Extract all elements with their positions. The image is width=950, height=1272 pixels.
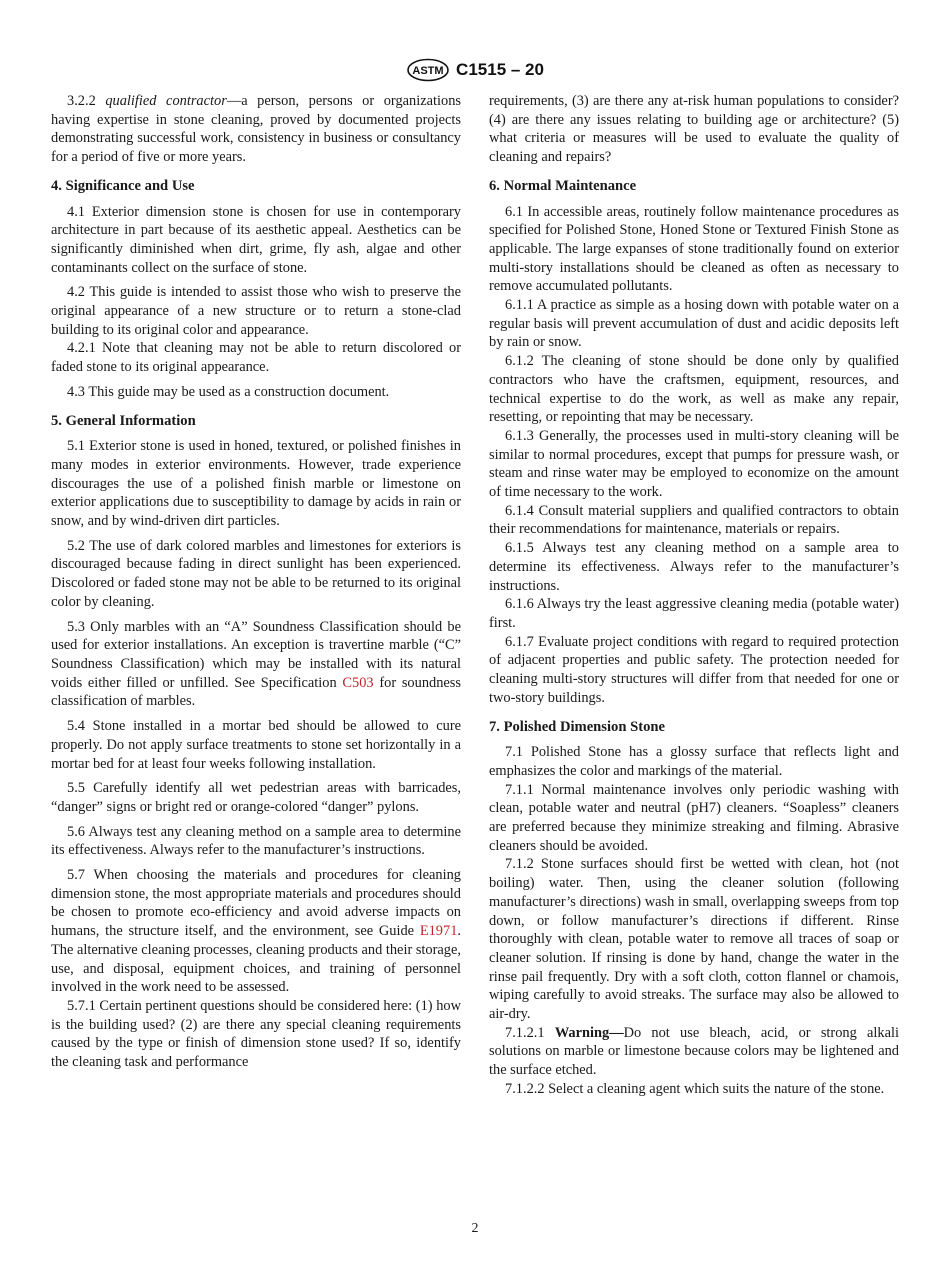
- para-6-1-6: 6.1.6 Always try the least aggressive cleaning media (potable water) first.: [489, 596, 899, 631]
- para-4-2-1: 4.2.1 Note that cleaning may not be able to return discolored or faded stone to its original appearance.: [51, 340, 461, 376]
- heading-section-5: 5. General Information: [51, 412, 196, 429]
- para-6-1-7: 6.1.7 Evaluate project conditions with regard to required protection of adjacent properties and public safety. The protection needed for cleaning multi-story structures will differ from that needed for one or two-story buildings.: [489, 633, 899, 706]
- para-7-1-2: 7.1.2 Stone surfaces should first be wetted with clean, hot (not boiling) water. Then, using the cleaner solution (following manufacturer’s directions) wash in small, overlapping sweeps from top down, or follow manufacturer’s directions if different. Rinse thoroughly with clean, potable water to remove all traces of soap or cleaner solution. If rinsing is done by hand, change the water in the rinse pail frequently. Dry with a soft cloth, cotton flannel or chamois, wiping carefully to avoid streaks. The surface may also be allowed to air-dry.: [489, 856, 899, 1023]
- para-6-1-3: 6.1.3 Generally, the processes used in multi-story cleaning will be similar to normal procedures, except that pumps for pressure wash, or steam and rinse water may be employed to economize on the amount of time necessary to the work.: [489, 427, 899, 501]
- para-5-6: 5.6 Always test any cleaning method on a sample area to determine its effectiveness. Always refer to the manufacturer’s instructions.: [51, 823, 461, 859]
- logo-text: ASTM: [412, 65, 444, 77]
- para-5-7-1: 5.7.1 Certain pertinent questions should be considered here: (1) how is the building used? (2) are there any special cleaning requirements caused by the type or finish of dimension stone used? If so, identify the cleaning task and performance: [51, 997, 461, 1071]
- astm-logo-icon: [406, 58, 450, 82]
- para-6-1-1: 6.1.1 A practice as simple as a hosing down with potable water on a regular basis will prevent accumulation of dust and acidic deposits left by rain or snow.: [489, 297, 899, 351]
- para-5-4: 5.4 Stone installed in a mortar bed should be allowed to cure properly. Do not apply surface treatments to stone set horizontally in a mortar bed for at least four weeks following installation.: [51, 718, 461, 772]
- para-5-7-1-continued: requirements, (3) are there any at-risk human populations to consider? (4) are there any issues relating to building age or architecture? (5) what criteria or measures will be used to evaluate the quality of cleaning and repairs?: [489, 93, 899, 166]
- para-5-1: 5.1 Exterior stone is used in honed, textured, or polished finishes in many modes in exterior environments. However, trade experience discourages the use of a polished finish marble or limestone on exterior applications due to susceptibility to damage by acids in rain or snow, and by wind-driven dirt particles.: [51, 438, 461, 530]
- warning-label: Warning—: [554, 1024, 624, 1041]
- link-c503[interactable]: C503: [342, 674, 374, 691]
- heading-section-6: 6. Normal Maintenance: [489, 177, 637, 194]
- link-e1971[interactable]: E1971: [419, 923, 458, 940]
- para-7-1-2-1: 7.1.2.1 Warning—Do not use bleach, acid, or strong alkali solutions on marble or limestone because colors may be lightened and the surface etched.: [489, 1024, 899, 1079]
- heading-section-4: 4. Significance and Use: [51, 177, 195, 194]
- para-6-1-2: 6.1.2 The cleaning of stone should be done only by qualified contractors who have the craftsmen, equipment, resources, and technical expertise to do the work, as well as make any repair, resetting, or repointing that may be necessary.: [489, 353, 899, 426]
- para-7-1-1: 7.1.1 Normal maintenance involves only periodic washing with clean, potable water and neutral (pH7) cleaners. “Soapless” cleaners are preferred because they minimize streaking and filming. Abrasive cleaners should be avoided.: [489, 781, 899, 854]
- para-6-1-4: 6.1.4 Consult material suppliers and qualified contractors to obtain their recommendations for maintenance, materials or repairs.: [489, 502, 899, 538]
- heading-section-7: 7. Polished Dimension Stone: [489, 718, 665, 735]
- para-5-5: 5.5 Carefully identify all wet pedestrian areas with barricades, “danger” signs or bright red or orange-colored “danger” pylons.: [51, 780, 461, 815]
- para-5-7: 5.7 When choosing the materials and procedures for cleaning dimension stone, the most appropriate materials and procedures should be chosen to promote eco-efficiency and avoid adverse impacts on humans, the structure itself, and the environment, see Guide E1971. The alternative cleaning processes, cleaning products and their storage, use, and disposal, equipment choices, and training of personnel involved in the work need to be assessed.: [51, 867, 461, 996]
- para-4-2: 4.2 This guide is intended to assist those who wish to preserve the original appearance of a new structure or to return a stone-clad building to its original color and appearance.: [51, 284, 461, 338]
- left-column: [51, 92, 461, 1072]
- para-5-3: 5.3 Only marbles with an “A” Soundness Classification should be used for exterior installations. An exception is travertine marble (“C” Soundness Classification) which may be installed with its natural voids either filled or unfilled. See Specification C503 for soundness classification of marbles.: [51, 618, 461, 710]
- para-4-1: 4.1 Exterior dimension stone is chosen for use in contemporary architecture in part because of its aesthetic appeal. Aesthetics can be significantly diminished when dirt, grime, fly ash, algae and other contaminants collect on the surface of stone.: [51, 203, 461, 276]
- para-6-1: 6.1 In accessible areas, routinely follow maintenance procedures as specified for Polished Stone, Honed Stone or Textured Finish Stone as applicable. The large expanses of stone traditionally found on exterior multi-story installations should be cleaned as often as necessary to remove accumulated pollutants.: [489, 203, 899, 295]
- para-6-1-5: 6.1.5 Always test any cleaning method on a sample area to determine its effectiveness. Always refer to the manufacturer’s instructions.: [489, 540, 899, 594]
- standard-designation: C1515 – 20: [456, 60, 544, 79]
- para-5-2: 5.2 The use of dark colored marbles and limestones for exteriors is discouraged because fading in direct sunlight has been experienced. Discolored or faded stone may not be able to be returned to its original color by cleaning.: [51, 537, 461, 610]
- para-4-3: 4.3 This guide may be used as a construction document.: [67, 383, 390, 400]
- para-7-1-2-2: 7.1.2.2 Select a cleaning agent which suits the nature of the stone.: [505, 1080, 885, 1097]
- para-3-2-2: 3.2.2 qualified contractor—a person, persons or organizations having expertise in stone cleaning, proved by documented projects demonstrating successful work, consistency in business or consultancy for a period of five or more years.: [51, 93, 461, 166]
- right-column: [489, 92, 899, 1099]
- term-qualified-contractor: qualified contractor: [105, 93, 227, 109]
- para-7-1: 7.1 Polished Stone has a glossy surface that reflects light and emphasizes the color and markings of the material.: [489, 744, 899, 779]
- page-header: [0, 57, 950, 83]
- page-number: 2: [471, 1221, 479, 1236]
